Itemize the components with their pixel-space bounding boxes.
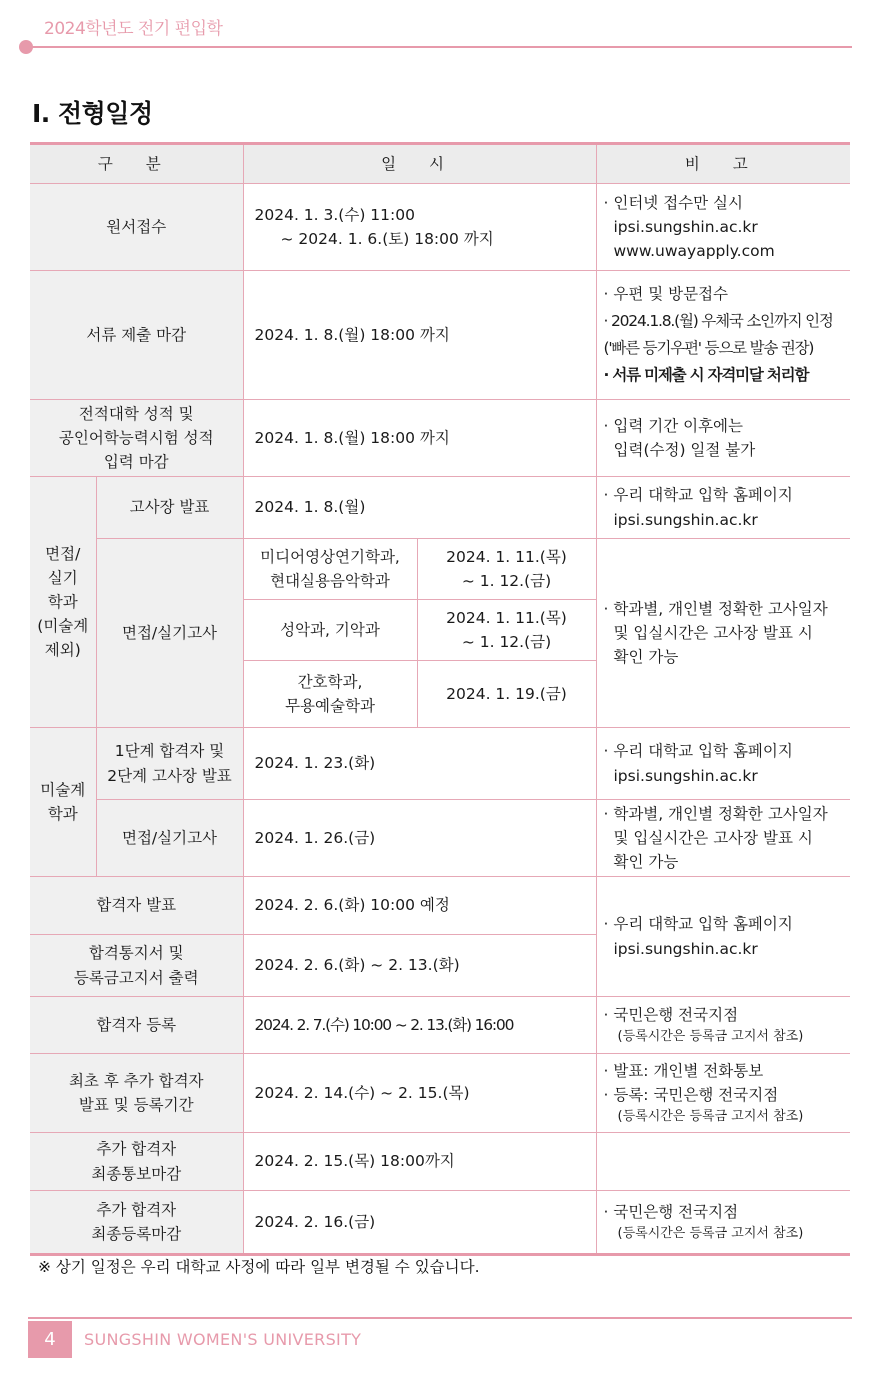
dept-cell: 성악과, 기악과 (243, 600, 417, 661)
footnote: ※ 상기 일정은 우리 대학교 사정에 따라 일부 변경될 수 있습니다. (38, 1258, 480, 1276)
row-note: · 발표: 개인별 전화통보 · 등록: 국민은행 전국지점 (등록시간은 등록금 고지서 참조) (596, 1054, 850, 1133)
row-note: · 학과별, 개인별 정확한 고사일자 및 입실시간은 고사장 발표 시 확인 가능 (596, 800, 850, 877)
table-row (30, 997, 850, 1054)
row-note: · 우리 대학교 입학 홈페이지 ipsi.sungshin.ac.kr (596, 477, 850, 539)
table-row (30, 477, 850, 539)
footer-university: SUNGSHIN WOMEN'S UNIVERSITY (84, 1330, 362, 1349)
row-date: 2024. 2. 14.(수) ~ 2. 15.(목) (243, 1054, 596, 1133)
table-row (30, 728, 850, 800)
header-dot (19, 40, 33, 54)
row-note: · 우편 및 방문접수 · 2024.1.8.(월) 우체국 소인까지 인정 ('빠른 등기우편' 등으로 발송 권장) · 서류 미제출 시 자격미달 처리함 (596, 271, 850, 400)
row-date: 2024. 1. 8.(월) (243, 477, 596, 539)
dept-date: 2024. 1. 19.(금) (417, 661, 596, 728)
table-header-row (30, 144, 850, 184)
row-label: 면접/실기고사 (96, 800, 243, 877)
schedule-table (30, 142, 850, 1256)
row-date: 2024. 2. 15.(목) 18:00까지 (243, 1133, 596, 1191)
row-date: 2024. 1. 23.(화) (243, 728, 596, 800)
row-label: 서류 제출 마감 (30, 271, 243, 400)
row-label: 합격통지서 및 등록금고지서 출력 (30, 935, 243, 997)
dept-cell: 미디어영상연기학과, 현대실용음악학과 (243, 539, 417, 600)
row-note: · 국민은행 전국지점 (등록시간은 등록금 고지서 참조) (596, 997, 850, 1054)
table-row (30, 400, 850, 477)
section-title: Ⅰ. 전형일정 (32, 99, 153, 128)
row-note: · 우리 대학교 입학 홈페이지 ipsi.sungshin.ac.kr (596, 877, 850, 997)
header-title: 2024학년도 전기 편입학 (44, 19, 223, 39)
row-date: 2024. 1. 26.(금) (243, 800, 596, 877)
row-label: 원서접수 (30, 184, 243, 271)
dept-date: 2024. 1. 11.(목) ~ 1. 12.(금) (417, 539, 596, 600)
page-number: 4 (28, 1321, 72, 1358)
header-category: 구 분 (30, 144, 243, 184)
row-label: 1단계 합격자 및 2단계 고사장 발표 (96, 728, 243, 800)
footer-divider (28, 1317, 852, 1319)
table-row (30, 800, 850, 877)
group-label-interview: 면접/ 실기 학과 (미술계 제외) (30, 477, 96, 728)
row-date: 2024. 2. 6.(화) 10:00 예정 (243, 877, 596, 935)
group-label-art: 미술계 학과 (30, 728, 96, 877)
row-note: · 학과별, 개인별 정확한 고사일자 및 입실시간은 고사장 발표 시 확인 가능 (596, 539, 850, 728)
row-date: 2024. 1. 3.(수) 11:00 ~ 2024. 1. 6.(토) 18:00 까지 (243, 184, 596, 271)
row-note: · 입력 기간 이후에는 입력(수정) 일절 불가 (596, 400, 850, 477)
header-divider (24, 46, 852, 48)
row-date: 2024. 2. 16.(금) (243, 1191, 596, 1255)
row-date: 2024. 2. 7.(수) 10:00 ~ 2. 13.(화) 16:00 (243, 997, 596, 1054)
row-label: 합격자 발표 (30, 877, 243, 935)
dept-cell: 간호학과, 무용예술학과 (243, 661, 417, 728)
header-datetime: 일 시 (243, 144, 596, 184)
dept-date: 2024. 1. 11.(목) ~ 1. 12.(금) (417, 600, 596, 661)
row-label: 최초 후 추가 합격자 발표 및 등록기간 (30, 1054, 243, 1133)
table-row (30, 1054, 850, 1133)
table-row (30, 1133, 850, 1191)
row-label: 고사장 발표 (96, 477, 243, 539)
row-label: 합격자 등록 (30, 997, 243, 1054)
row-date: 2024. 1. 8.(월) 18:00 까지 (243, 271, 596, 400)
table-row (30, 1191, 850, 1255)
row-label: 전적대학 성적 및 공인어학능력시험 성적 입력 마감 (30, 400, 243, 477)
table-row (30, 539, 850, 600)
table-row (30, 271, 850, 400)
row-date: 2024. 1. 8.(월) 18:00 까지 (243, 400, 596, 477)
row-note: · 인터넷 접수만 실시 ipsi.sungshin.ac.kr www.uwayapply.com (596, 184, 850, 271)
row-note: · 우리 대학교 입학 홈페이지 ipsi.sungshin.ac.kr (596, 728, 850, 800)
table-row (30, 877, 850, 935)
header-note: 비 고 (596, 144, 850, 184)
row-label: 추가 합격자 최종등록마감 (30, 1191, 243, 1255)
row-label: 추가 합격자 최종통보마감 (30, 1133, 243, 1191)
table-row (30, 184, 850, 271)
row-date: 2024. 2. 6.(화) ~ 2. 13.(화) (243, 935, 596, 997)
row-note (596, 1133, 850, 1191)
row-label: 면접/실기고사 (96, 539, 243, 728)
row-note: · 국민은행 전국지점 (등록시간은 등록금 고지서 참조) (596, 1191, 850, 1255)
